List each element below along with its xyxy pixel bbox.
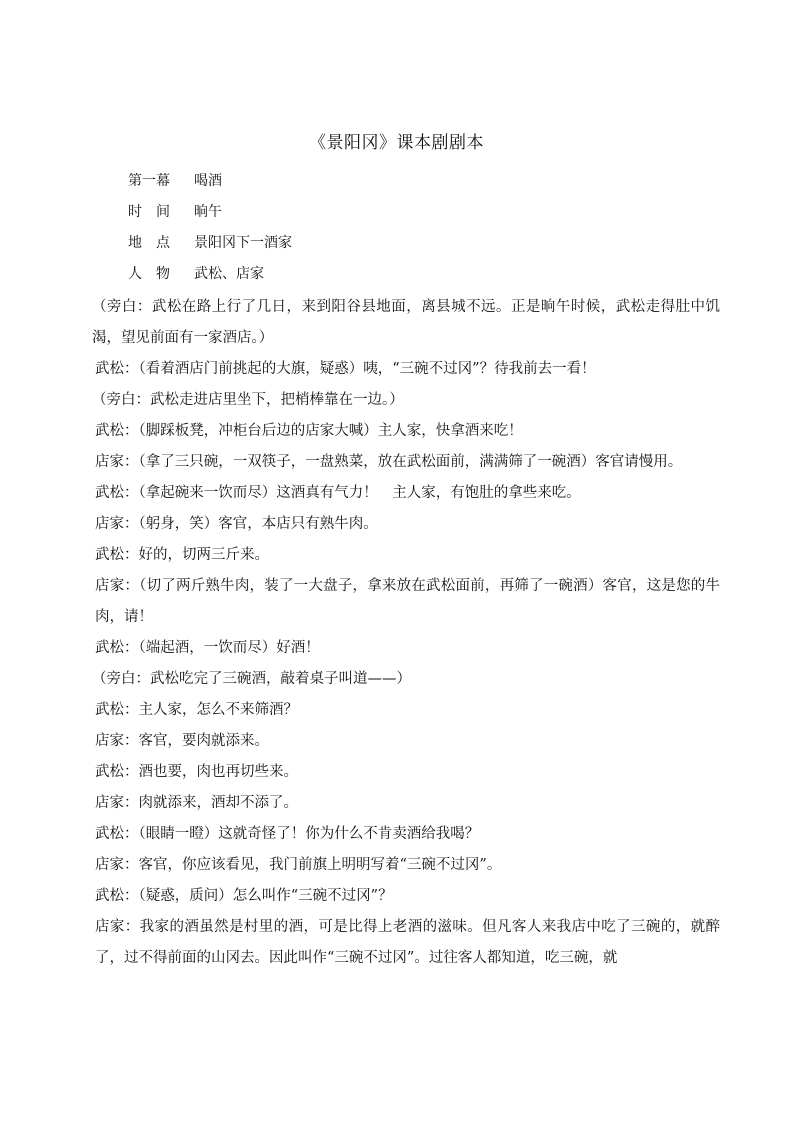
stage-direction: （切了两斤熟牛肉，装了一大盘子，拿来放在武松面前，再筛了一碗酒） xyxy=(139,578,603,594)
dialogue-line xyxy=(95,478,720,509)
speech-text: 肉就添来，酒却不添了。 xyxy=(138,795,298,811)
scene-info xyxy=(128,168,292,292)
speaker-name: 店家： xyxy=(95,857,139,873)
stage-direction: （躬身，笑） xyxy=(138,516,219,532)
speech-text: 好的，切两三斤来。 xyxy=(138,547,269,563)
speech-text: 我家的酒虽然是村里的酒，可是比得上老酒的滋味。但凡客人来我店中吃了三碗的，就醉了，过不得前面的山冈去。因此叫作“三碗不过冈”。过往客人都知道，吃三碗，就 xyxy=(95,919,720,966)
speech-text: 咦，“三碗不过冈”？待我前去一看！ xyxy=(363,361,596,377)
stage-direction: （旁白：武松在路上行了几日，来到阳谷县地面，离县城不远。正是晌午时候，武松走得肚中饥渴，望见前面有一家酒店。） xyxy=(92,299,720,346)
dialogue-line xyxy=(95,788,720,819)
speaker-name: 武松： xyxy=(95,888,139,904)
speech-text: 客官，这是您的牛肉，请！ xyxy=(95,578,721,625)
dialogue-line xyxy=(95,850,720,881)
dialogue-line xyxy=(95,416,720,447)
dialogue-line xyxy=(95,633,720,664)
speech-text: 酒也要，肉也再切些来。 xyxy=(138,764,298,780)
scene-info-key: 地 点 xyxy=(128,235,170,251)
scene-info-value: 晌午 xyxy=(194,204,222,220)
speech-text: 主人家，快拿酒来吃！ xyxy=(377,423,523,439)
scene-info-place xyxy=(128,230,292,261)
stage-direction: （脚踩板凳，冲柜台后边的店家大喊） xyxy=(138,423,378,439)
script-body xyxy=(92,292,721,974)
dialogue-line xyxy=(95,757,720,788)
speaker-name: 店家： xyxy=(95,516,139,532)
scene-info-characters xyxy=(128,261,292,292)
scene-info-value: 喝酒 xyxy=(194,173,222,189)
speaker-name: 武松： xyxy=(95,485,139,501)
dialogue-line xyxy=(95,912,720,974)
stage-direction: （眼睛一瞪） xyxy=(138,826,219,842)
speech-text: 客官，要肉就添来。 xyxy=(138,733,269,749)
dialogue-line xyxy=(95,726,720,757)
speaker-name: 店家： xyxy=(95,795,139,811)
stage-direction: （旁白：武松走进店里坐下，把梢棒靠在一边。） xyxy=(92,392,404,408)
speaker-name: 武松： xyxy=(95,764,139,780)
speech-text: 这就奇怪了！你为什么不肯卖酒给我喝？ xyxy=(218,826,480,842)
speaker-name: 店家： xyxy=(95,733,139,749)
scene-info-act xyxy=(128,168,292,199)
scene-info-key: 时 间 xyxy=(128,204,170,220)
speaker-name: 武松： xyxy=(95,361,139,377)
scene-info-value: 武松、店家 xyxy=(194,266,264,282)
dialogue-line xyxy=(95,540,720,571)
stage-direction: （端起酒，一饮而尽） xyxy=(138,640,277,656)
speech-text: 好酒！ xyxy=(276,640,320,656)
speech-text: 客官，你应该看见，我门前旗上明明写着“三碗不过冈”。 xyxy=(138,857,502,873)
dialogue-line xyxy=(95,447,720,478)
scene-info-value: 景阳冈下一酒家 xyxy=(194,235,292,251)
speech-text: 这酒真有气力！ 主人家，有饱肚的拿些来吃。 xyxy=(276,485,581,501)
stage-direction: （旁白：武松吃完了三碗酒，敲着桌子叫道——） xyxy=(92,671,411,687)
speaker-name: 武松： xyxy=(95,826,139,842)
stage-direction: （拿了三只碗，一双筷子，一盘熟菜，放在武松面前，满满筛了一碗酒） xyxy=(138,454,596,470)
speaker-name: 武松： xyxy=(95,640,139,656)
narration-line xyxy=(92,664,720,695)
speaker-name: 武松： xyxy=(95,547,139,563)
speaker-name: 武松： xyxy=(95,423,139,439)
speech-text: 客官请慢用。 xyxy=(595,454,683,470)
speech-text: 客官，本店只有熟牛肉。 xyxy=(218,516,378,532)
stage-direction: （拿起碗来一饮而尽） xyxy=(138,485,277,501)
speech-text: 主人家，怎么不来筛酒？ xyxy=(138,702,298,718)
dialogue-line xyxy=(95,509,720,540)
speaker-name: 店家： xyxy=(95,454,139,470)
scene-info-key: 人 物 xyxy=(128,266,170,282)
speaker-name: 武松： xyxy=(95,702,139,718)
scene-info-key: 第一幕 xyxy=(128,173,170,189)
stage-direction: （疑惑，质问） xyxy=(138,888,233,904)
speaker-name: 店家： xyxy=(95,919,140,935)
dialogue-line xyxy=(95,819,720,850)
scene-info-time xyxy=(128,199,292,230)
stage-direction: （看着酒店门前挑起的大旗，疑惑） xyxy=(138,361,364,377)
dialogue-line xyxy=(95,354,720,385)
narration-line xyxy=(92,292,720,354)
speech-text: 怎么叫作“三碗不过冈”？ xyxy=(232,888,393,904)
dialogue-line xyxy=(95,571,720,633)
speaker-name: 店家： xyxy=(95,578,140,594)
narration-line xyxy=(92,385,720,416)
dialogue-line xyxy=(95,881,720,912)
document-title: 《景阳冈》课本剧剧本 xyxy=(309,133,484,153)
dialogue-line xyxy=(95,695,720,726)
